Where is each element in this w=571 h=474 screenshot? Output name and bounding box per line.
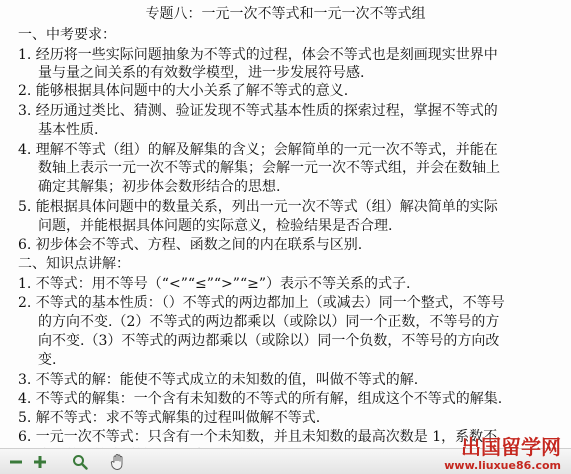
watermark-name: 出国留学网	[461, 435, 561, 459]
watermark-url: www.liuxue86.com	[444, 459, 561, 472]
hand-tool-button[interactable]	[108, 452, 128, 472]
text-line: 的方向不变.（2）不等式的两边都乘以（或除以）同一个正数，不等号的方	[38, 314, 500, 330]
text-line: 向不变.（3）不等式的两边都乘以（或除以）同一个负数，不等号的方向改	[38, 333, 500, 349]
text-line: 5. 解不等式：求不等式解集的过程叫做解不等式.	[18, 410, 321, 426]
site-watermark	[444, 435, 561, 472]
text-line: 2. 能够根据具体问题中的大小关系了解不等式的意义.	[18, 83, 349, 99]
text-line: 6. 初步体会不等式、方程、函数之间的内在联系与区别.	[18, 237, 363, 253]
text-line: 5. 能根据具体问题中的数量关系，列出一元一次不等式（组）解决简单的实际	[18, 199, 498, 215]
text-line: 4. 理解不等式（组）的解及解集的含义；会解简单的一元一次不等式，并能在	[18, 142, 498, 158]
text-line: 3. 经历通过类比、猜测、验证发现不等式基本性质的探索过程，掌握不等式的	[18, 103, 498, 119]
text-line: 数轴上表示一元一次不等式的解集；会解一元一次不等式组，并会在数轴上	[38, 160, 500, 176]
text-line: 变.	[38, 352, 57, 368]
text-line: 1. 不等式：用不等号（“<”“≤”“>”“≥”）表示不等关系的式子.	[18, 276, 411, 292]
text-line: 问题，并能根据具体问题的实际意义，检验结果是否合理.	[38, 218, 393, 234]
plus-icon	[33, 455, 47, 469]
zoom-out-button[interactable]	[6, 452, 26, 472]
section-heading-requirements: 一、中考要求：	[18, 27, 116, 43]
section-heading-knowledge: 二、知识点讲解：	[18, 256, 130, 272]
search-button[interactable]	[70, 452, 90, 472]
text-line: 3. 不等式的解：能使不等式成立的未知数的值，叫做不等式的解.	[18, 372, 419, 388]
text-line: 2. 不等式的基本性质：（）不等式的两边都加上（或减去）同一个整式，不等号	[18, 295, 505, 311]
document-title: 专题八：一元一次不等式和一元一次不等式组	[145, 6, 426, 22]
text-line: 确定其解集；初步体会数形结合的思想.	[38, 179, 281, 195]
text-line: 量与量之间关系的有效数学模型，进一步发展符号感.	[38, 65, 365, 81]
text-line: 4. 不等式的解集：一个含有未知数的不等式的所有解，组成这个不等式的解集.	[18, 391, 503, 407]
text-line: 6. 一元一次不等式：只含有一个未知数，并且未知数的最高次数是 1，系数不	[18, 429, 498, 445]
text-line: 基本性质.	[38, 122, 99, 138]
hand-icon	[110, 453, 126, 471]
zoom-in-button[interactable]	[30, 452, 50, 472]
magnifier-icon	[72, 454, 88, 470]
text-line: 1. 经历将一些实际问题抽象为不等式的过程，体会不等式也是刻画现实世界中	[18, 47, 498, 63]
minus-icon	[9, 455, 23, 469]
